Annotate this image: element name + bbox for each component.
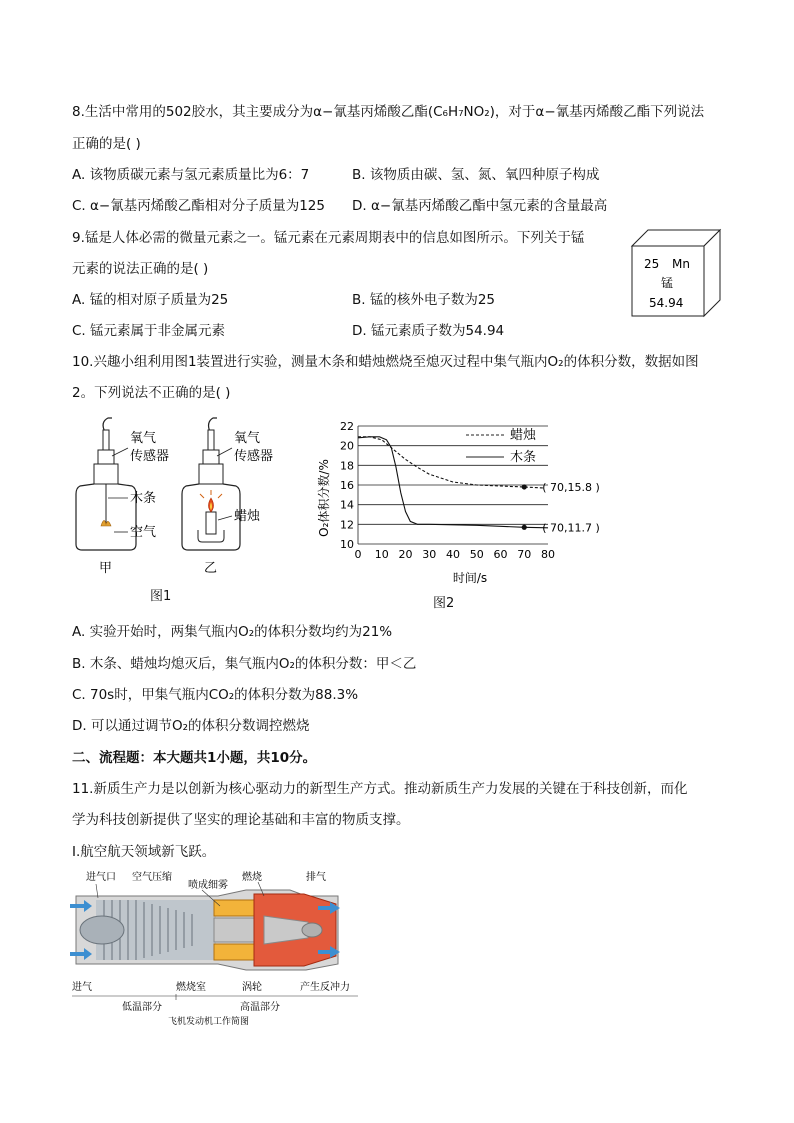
q8-option-d: D. α−氰基丙烯酸乙酯中氢元素的含量最高	[352, 198, 608, 214]
chart-ytick-label: 20	[340, 439, 354, 453]
fig1-yi-label: 乙	[204, 561, 218, 576]
chart-xtick-label: 20	[398, 548, 413, 561]
chart-xtick-label: 40	[446, 548, 460, 561]
engine-label-inlet: 进气口	[86, 872, 116, 883]
q10-stem-line1: 10.兴趣小组利用图1装置进行实验，测量木条和蜡烛燃烧至熄灭过程中集气瓶内O₂的体积分数，数据如图	[72, 354, 699, 370]
fig1-sensor-label-4: 传感器	[234, 449, 274, 464]
chart-xtick-label: 50	[469, 548, 484, 561]
jet-engine-diagram	[68, 866, 368, 1026]
chart-xtick-label: 10	[374, 548, 389, 561]
chart-xtick-label: 70	[517, 548, 532, 561]
q9-option-b: B. 锰的核外电子数为25	[352, 292, 496, 308]
chart-point-label-0: ( 70,15.8 )	[542, 480, 600, 494]
engine-label-exhaust: 排气	[306, 872, 326, 883]
chart-ytick-label: 18	[340, 459, 354, 473]
engine-label-compress: 空气压缩	[132, 872, 172, 883]
chart-ytick-label: 12	[340, 518, 354, 532]
fig1-candle-label: 蜡烛	[234, 509, 261, 524]
q10-option-c: C. 70s时，甲集气瓶内CO₂的体积分数为88.3%	[72, 687, 359, 703]
q11-stem-line1: 11.新质生产力是以创新为核心驱动力的新型生产方式。推动新质生产力发展的关键在于科技创新，而化	[72, 781, 688, 797]
engine-label-spray: 喷成细雾	[188, 880, 228, 891]
q8-option-a: A. 该物质碳元素与氢元素质量比为6：7	[72, 167, 310, 183]
chart-ylabel: O₂体积分数/%	[317, 459, 331, 537]
figure1-caption: 图1	[150, 589, 172, 604]
engine-caption: 飞机发动机工作简图	[168, 1017, 250, 1026]
engine-label-burn: 燃烧	[242, 872, 262, 883]
chart-ytick-label: 16	[340, 479, 354, 492]
q8-option-c: C. α−氰基丙烯酸乙酯相对分子质量为125	[72, 198, 325, 214]
q8-option-b: B. 该物质由碳、氢、氮、氧四种原子构成	[352, 167, 600, 183]
q11-stem-line2: 学为科技创新提供了坚实的理论基础和丰富的物质支撑。	[72, 812, 410, 828]
engine-label-thrust: 产生反冲力	[300, 982, 350, 993]
q9-option-a: A. 锰的相对原子质量为25	[72, 292, 229, 308]
engine-zone-high: 高温部分	[240, 1002, 280, 1013]
figure2-chart	[312, 412, 612, 590]
chart-point-0	[522, 484, 527, 489]
engine-label-chamber: 燃烧室	[176, 982, 206, 993]
chart-point-label-1: ( 70,11.7 )	[542, 521, 600, 535]
chart-xtick-label: 30	[422, 548, 437, 561]
chart-xtick-label: 0	[354, 548, 362, 561]
engine-zone-low: 低温部分	[122, 1002, 162, 1013]
figure1-apparatus	[70, 412, 280, 580]
fig1-sensor-label-1: 氧气	[130, 431, 157, 446]
engine-label-turbine: 涡轮	[242, 982, 262, 993]
chart-point-1	[522, 525, 527, 530]
element-number: 25	[644, 257, 660, 271]
chart-xlabel: 时间/s	[452, 571, 488, 585]
figure2-caption: 图2	[433, 596, 455, 611]
engine-label-intake: 进气	[72, 982, 92, 993]
element-mass: 54.94	[649, 296, 684, 310]
q11-part1-label: Ⅰ.航空航天领域新飞跃。	[72, 844, 216, 860]
q8-stem-line2: 正确的是( )	[72, 136, 141, 152]
fig1-sensor-label-3: 氧气	[234, 431, 261, 446]
section2-heading: 二、流程题：本大题共1小题，共10分。	[72, 750, 317, 766]
fig1-sensor-label-2: 传感器	[130, 449, 170, 464]
chart-xtick-label: 60	[493, 548, 508, 561]
q10-option-b: B. 木条、蜡烛均熄灭后，集气瓶内O₂的体积分数：甲＜乙	[72, 656, 417, 672]
q9-option-d: D. 锰元素质子数为54.94	[352, 323, 505, 339]
chart-ytick-label: 10	[340, 538, 354, 551]
q10-option-d: D. 可以通过调节O₂的体积分数调控燃烧	[72, 718, 310, 734]
element-symbol: Mn	[672, 257, 690, 271]
legend-candle-label: 蜡烛	[510, 428, 537, 443]
fig1-air-label: 空气	[130, 525, 157, 540]
q9-option-c: C. 锰元素属于非金属元素	[72, 323, 226, 339]
legend-wood-label: 木条	[510, 450, 537, 465]
fig1-wood-label: 木条	[130, 491, 157, 506]
chart-xtick-label: 80	[541, 548, 555, 561]
element-name: 锰	[661, 276, 674, 290]
q9-stem-line2: 元素的说法正确的是( )	[72, 261, 209, 277]
q9-stem-line1: 9.锰是人体必需的微量元素之一。锰元素在元素周期表中的信息如图所示。下列关于锰	[72, 230, 585, 246]
chart-ytick-label: 22	[340, 420, 354, 433]
q8-stem-line1: 8.生活中常用的502胶水，其主要成分为α−氰基丙烯酸乙酯(C₆H₇NO₂)，对于α−氰基丙烯酸乙酯下列说法	[72, 104, 705, 120]
chart-ytick-label: 14	[340, 498, 354, 512]
q10-option-a: A. 实验开始时，两集气瓶内O₂的体积分数均约为21%	[72, 624, 393, 640]
element-cell-figure	[630, 228, 722, 318]
fig1-jia-label: 甲	[99, 561, 113, 576]
q10-stem-line2: 2。下列说法不正确的是( )	[72, 385, 231, 401]
